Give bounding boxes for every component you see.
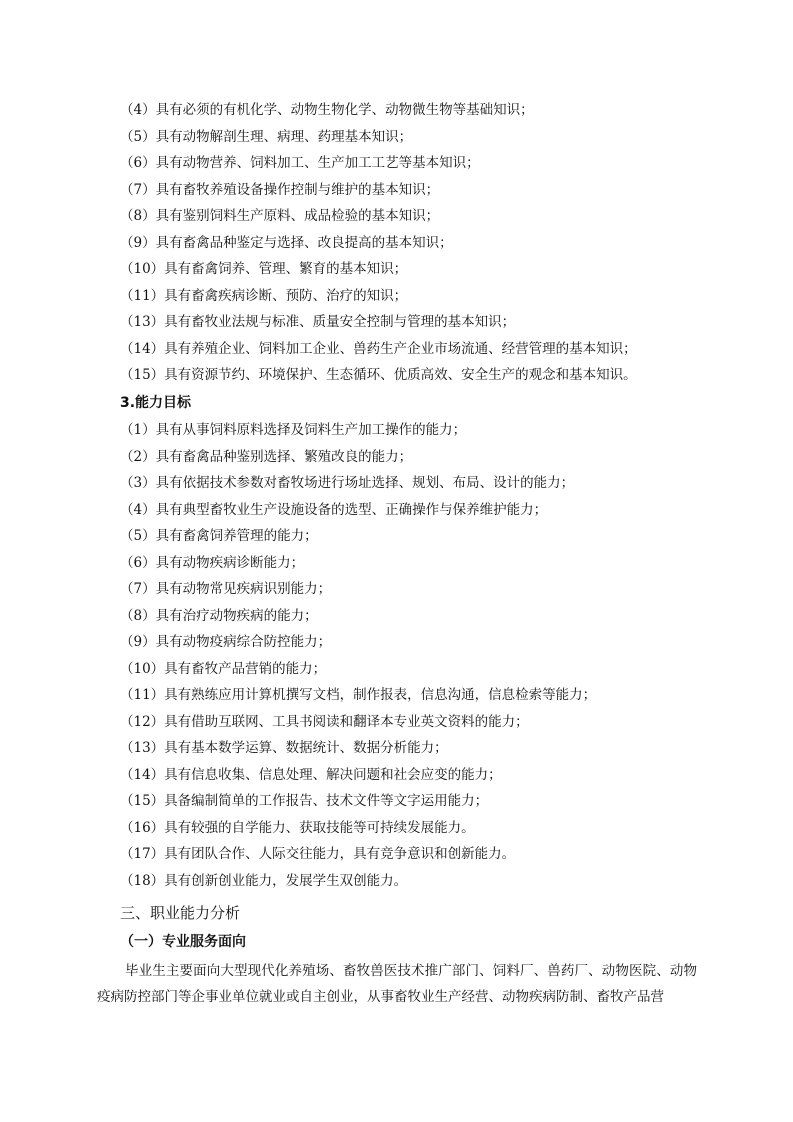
knowledge-item: （14）具有养殖企业、饲料加工企业、兽药生产企业市场流通、经营管理的基本知识； bbox=[120, 341, 637, 357]
ability-item: （2）具有畜禽品种鉴别选择、繁殖改良的能力； bbox=[120, 449, 413, 465]
ability-item: （15）具备编制简单的工作报告、技术文件等文字运用能力； bbox=[120, 793, 489, 809]
ability-item: （17）具有团队合作、人际交往能力，具有竞争意识和创新能力。 bbox=[120, 846, 516, 862]
ability-item: （13）具有基本数学运算、数据统计、数据分析能力； bbox=[120, 740, 448, 756]
knowledge-item: （6）具有动物营养、饲料加工、生产加工工艺等基本知识； bbox=[120, 155, 480, 171]
knowledge-item: （7）具有畜牧养殖设备操作控制与维护的基本知识； bbox=[120, 182, 440, 198]
ability-item: （9）具有动物疫病综合防控能力； bbox=[120, 634, 332, 650]
knowledge-item: （8）具有鉴别饲料生产原料、成品检验的基本知识； bbox=[120, 208, 440, 224]
knowledge-item: （11）具有畜禽疾病诊断、预防、治疗的知识； bbox=[120, 288, 408, 304]
service-paragraph: 毕业生主要面向大型现代化养殖场、畜牧兽医技术推广部门、饲料厂、兽药厂、动物医院、动物疫病防控部门等企事业单位就业或自主创业，从事畜牧业生产经营、动物疾病防制、畜牧产品营 bbox=[97, 963, 697, 1005]
knowledge-item: （5）具有动物解剖生理、病理、药理基本知识； bbox=[120, 129, 413, 145]
ability-item: （12）具有借助互联网、工具书阅读和翻译本专业英文资料的能力； bbox=[120, 714, 529, 730]
ability-item: （11）具有熟练应用计算机撰写文档，制作报表，信息沟通，信息检索等能力； bbox=[120, 687, 597, 703]
section-title: 三、职业能力分析 bbox=[120, 904, 241, 922]
ability-item: （3）具有依据技术参数对畜牧场进行场址选择、规划、布局、设计的能力； bbox=[120, 475, 575, 491]
ability-item: （1）具有从事饲料原料选择及饲料生产加工操作的能力； bbox=[120, 422, 467, 438]
ability-item: （4）具有典型畜牧业生产设施设备的选型、正确操作与保养维护能力； bbox=[120, 502, 548, 518]
ability-item: （10）具有畜牧产品营销的能力； bbox=[120, 661, 327, 677]
subsection-title: （一）专业服务面向 bbox=[120, 934, 246, 950]
ability-item: （8）具有治疗动物疾病的能力； bbox=[120, 608, 318, 624]
ability-item: （7）具有动物常见疾病识别能力； bbox=[120, 581, 332, 597]
ability-item: （18）具有创新创业能力，发展学生双创能力。 bbox=[120, 873, 408, 889]
knowledge-item: （4）具有必须的有机化学、动物生物化学、动物微生物等基础知识； bbox=[120, 102, 534, 118]
ability-item: （5）具有畜禽饲养管理的能力； bbox=[120, 528, 318, 544]
knowledge-item: （15）具有资源节约、环境保护、生态循环、优质高效、安全生产的观念和基本知识。 bbox=[120, 367, 637, 383]
ability-item: （14）具有信息收集、信息处理、解决问题和社会应变的能力； bbox=[120, 767, 502, 783]
knowledge-item: （10）具有畜禽饲养、管理、繁育的基本知识； bbox=[120, 261, 408, 277]
ability-item: （16）具有较强的自学能力、获取技能等可持续发展能力。 bbox=[120, 820, 475, 836]
knowledge-item: （9）具有畜禽品种鉴定与选择、改良提高的基本知识； bbox=[120, 235, 453, 251]
ability-item: （6）具有动物疾病诊断能力； bbox=[120, 555, 305, 571]
ability-heading: 3.能力目标 bbox=[120, 395, 192, 411]
knowledge-item: （13）具有畜牧业法规与标准、质量安全控制与管理的基本知识； bbox=[120, 314, 516, 330]
